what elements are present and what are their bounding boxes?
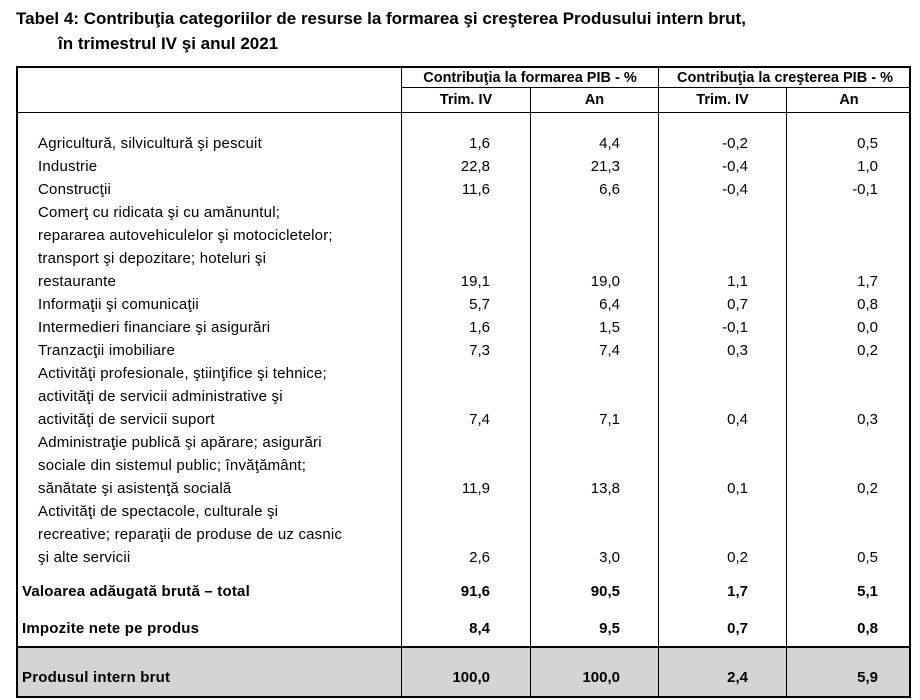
row-label: Produsul intern brut (22, 669, 171, 686)
cell-q4-formation: 8,4 (469, 620, 490, 637)
title-line-2: în trimestrul IV şi anul 2021 (58, 34, 279, 53)
cell-q4-growth: 0,2 (727, 549, 748, 566)
row-label-line: restaurante (38, 273, 117, 290)
row-label-line: sociale din sistemul public; învăţământ; (38, 457, 307, 474)
cell-year-growth: 1,7 (857, 273, 878, 290)
header-group-formation: Contribuţia la formarea PIB - % (423, 70, 637, 86)
row-label-line: recreative; reparaţii de produse de uz casnic (38, 526, 343, 543)
cell-year-growth: 0,3 (857, 411, 878, 428)
cell-q4-formation: 11,6 (461, 181, 490, 198)
cell-q4-growth: 0,3 (727, 342, 748, 359)
header-group-growth: Contribuţia la creşterea PIB - % (677, 70, 893, 86)
cell-year-formation: 19,0 (590, 273, 620, 290)
row-label: Tranzacţii imobiliare (38, 342, 176, 359)
cell-q4-formation: 22,8 (460, 158, 490, 175)
cell-year-growth: 0,0 (857, 319, 878, 336)
row-label-line: Activităţi de spectacole, culturale şi (38, 503, 279, 520)
cell-year-growth: -0,1 (852, 181, 878, 198)
cell-q4-formation: 1,6 (469, 319, 490, 336)
row-label: Informaţii şi comunicaţii (38, 296, 199, 313)
total-row-top-border (18, 646, 909, 648)
cell-year-growth: 0,2 (857, 480, 878, 497)
row-label-line: Activităţi profesionale, ştiinţifice şi tehnice; (38, 365, 327, 382)
cell-q4-growth: 0,7 (727, 620, 748, 637)
cell-year-formation: 3,0 (599, 549, 620, 566)
cell-year-growth: 0,5 (857, 549, 878, 566)
cell-year-growth: 0,2 (857, 342, 878, 359)
cell-q4-growth: 0,1 (727, 480, 748, 497)
cell-q4-growth: 2,4 (727, 669, 748, 686)
cell-q4-growth: 0,4 (727, 411, 748, 428)
data-table (16, 66, 911, 698)
row-label-line: activităţi de servicii suport (38, 411, 215, 428)
cell-q4-formation: 1,6 (469, 135, 490, 152)
cell-year-growth: 1,0 (857, 158, 878, 175)
row-label: Agricultură, silvicultură şi pescuit (38, 135, 262, 152)
cell-q4-growth: -0,4 (722, 158, 748, 175)
cell-year-formation: 90,5 (590, 583, 620, 600)
cell-q4-growth: 0,7 (727, 296, 748, 313)
row-label-line: şi alte servicii (38, 549, 131, 566)
cell-q4-formation: 19,1 (460, 273, 490, 290)
row-label-line: Comerţ cu ridicata şi cu amănuntul; (38, 204, 281, 221)
header-bottom-border (18, 112, 909, 113)
row-label: Intermedieri financiare şi asigurări (38, 319, 271, 336)
header-col-q4-formation: Trim. IV (439, 92, 493, 108)
title-line-1: Tabel 4: Contribuţia categoriilor de resurse la formarea şi creşterea Produsului intern brut, (16, 9, 746, 28)
cell-q4-formation: 91,6 (460, 583, 490, 600)
cell-q4-formation: 7,4 (469, 411, 490, 428)
cell-year-formation: 21,3 (590, 158, 620, 175)
cell-year-growth: 5,1 (857, 583, 878, 600)
row-label: Industrie (38, 158, 98, 175)
header-col-q4-growth: Trim. IV (696, 92, 749, 108)
row-label: Impozite nete pe produs (22, 620, 200, 637)
cell-year-growth: 0,5 (857, 135, 878, 152)
cell-q4-growth: 1,1 (727, 273, 748, 290)
cell-year-formation: 6,6 (599, 181, 620, 198)
cell-q4-formation: 2,6 (469, 549, 490, 566)
row-label-line: repararea autovehiculelor şi motocicletelor; (38, 227, 333, 244)
cell-year-formation: 100,0 (582, 669, 620, 686)
row-label-line: Administraţie publică şi apărare; asigurări (38, 434, 322, 451)
cell-q4-formation: 100,0 (452, 669, 490, 686)
cell-q4-formation: 5,7 (469, 296, 490, 313)
row-label-line: activităţi de servicii administrative şi (38, 388, 283, 405)
cell-year-formation: 13,8 (590, 480, 620, 497)
col-line-3 (658, 68, 659, 696)
row-label-line: transport şi depozitare; hoteluri şi (38, 250, 267, 267)
cell-year-formation: 9,5 (599, 620, 620, 637)
cell-year-growth: 5,9 (857, 669, 878, 686)
table-title (16, 6, 746, 56)
cell-q4-growth: -0,4 (722, 181, 748, 198)
header-col-year-formation: An (584, 92, 605, 108)
cell-year-formation: 7,4 (599, 342, 620, 359)
row-label: Construcţii (38, 181, 112, 198)
cell-year-formation: 6,4 (599, 296, 620, 313)
row-label-line: sănătate şi asistenţă socială (38, 480, 232, 497)
header-col-year-growth: An (839, 92, 859, 108)
col-line-2 (530, 87, 531, 696)
cell-q4-formation: 7,3 (469, 342, 490, 359)
cell-year-formation: 7,1 (599, 411, 620, 428)
cell-year-formation: 4,4 (599, 135, 620, 152)
cell-year-growth: 0,8 (857, 620, 878, 637)
cell-q4-growth: -0,2 (722, 135, 748, 152)
cell-q4-growth: 1,7 (727, 583, 748, 600)
cell-year-formation: 1,5 (599, 319, 620, 336)
cell-q4-formation: 11,9 (461, 480, 490, 497)
cell-q4-growth: -0,1 (722, 319, 748, 336)
cell-year-growth: 0,8 (857, 296, 878, 313)
row-label: Valoarea adăugată brută – total (22, 583, 250, 600)
